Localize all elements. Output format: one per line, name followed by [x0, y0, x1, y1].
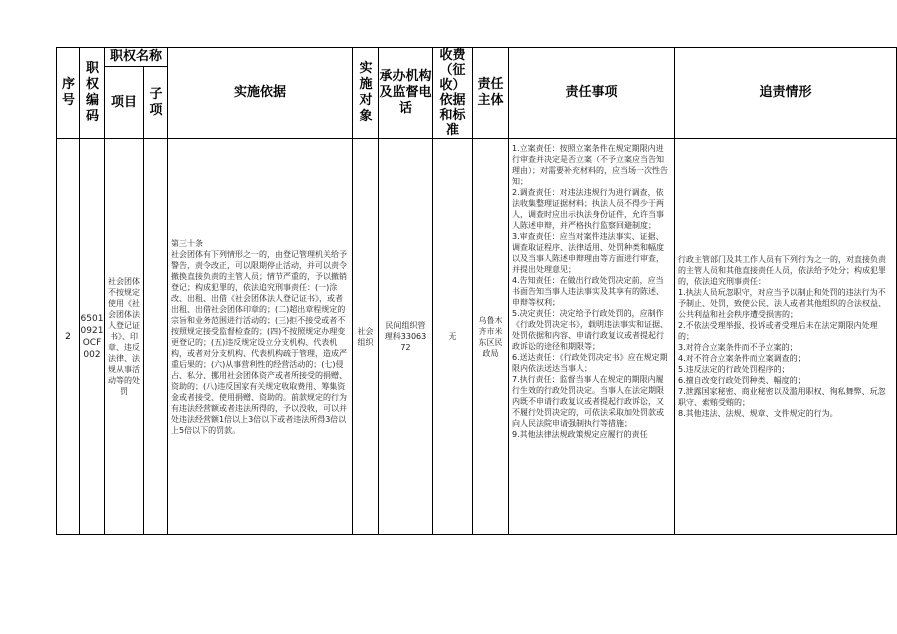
header-seq: 序号	[57, 48, 80, 139]
blame-item-2: 2.不依法受理举报、投诉或者受理后未在法定期限内处理的；	[678, 321, 878, 341]
header-subitem: 子项	[144, 67, 168, 139]
basis-body: 社会团体有下列情形之一的，由登记管理机关给予警告，责令改正，可以限期停止活动，并可以责令撤换直接负责的主管人员；情节严重的，予以撤销登记；构成犯罪的，依法追究刑事责任：(一)涂改、出租、出借《社会团体法人登记证书》，或者出租、出借社会团体印章的；(二)超出章程规定的宗旨和业务范围进行活动的；(三)拒不接受或者不按照规定接受监督检查的；(四)不按照规定办理变更登记的；(五)违反规定设立分支机构、代表机构，或者对分支机构、代表机构疏于管理，造成严重后果的；(六)从事营利性的经营活动的；(七)侵占、私分、挪用社会团体资产或者所接受的捐赠、资助的；(八)违反国家有关规定收取费用、筹集资金或者接受、使用捐赠、资助的。前款规定的行为有违法经营额或者违法所得的，予以没收，可以并处违法经营额1倍以上3倍以下或者违法所得3倍以上5倍以下的罚款。	[171, 249, 348, 435]
authority-table	[56, 47, 897, 535]
row-target: 社会组织	[353, 139, 379, 535]
row-subject: 乌鲁木齐市米东区民政局	[473, 139, 509, 535]
duty-item-9: 9.其他法律法规政策规定应履行的责任	[512, 430, 648, 439]
row-blame	[675, 139, 897, 535]
row-fee: 无	[433, 139, 473, 535]
header-name-group: 职权名称	[105, 48, 168, 67]
header-blame: 追责情形	[675, 48, 897, 139]
row-seq: 2	[57, 139, 80, 535]
row-duties	[509, 139, 675, 535]
blame-item-8: 8.其他违法、法规、规章、文件规定的行为。	[678, 409, 838, 418]
row-subitem	[144, 139, 168, 535]
basis-title: 第三十条	[171, 238, 204, 248]
blame-item-7: 7.泄露国家秘密、商业秘密以及滥用职权、徇私舞弊、玩忽职守、索贿受贿的；	[678, 387, 886, 407]
blame-item-4: 4.对不符合立案条件而立案调查的；	[678, 354, 806, 363]
header-target: 实施对象	[353, 48, 379, 139]
header-duties: 责任事项	[509, 48, 675, 139]
header-dept: 承办机构及监督电话	[379, 48, 433, 139]
blame-item-6: 6.擅自改变行政处罚种类、幅度的；	[678, 376, 806, 385]
row-item: 社会团体不按规定使用《社会团体法人登记证书》、印章、违反法律、法规从事活动等的处罚	[105, 139, 144, 535]
row-basis	[168, 139, 353, 535]
header-code: 职权编码	[80, 48, 105, 139]
duty-item-2: 2.调查责任：对违法违规行为进行调查，依法收集整理证据材料；执法人员不得少于两人，调查时应出示执法身份证件，允许当事人陈述申辩，并严格执行监察回避制度；	[512, 188, 665, 230]
table-row	[57, 139, 897, 535]
duty-item-3: 3.审查责任：应当对案件违法事实、证据、调查取证程序、法律适用、处罚种类和幅度以及当事人陈述申辩理由等方面进行审查，并提出处理意见；	[512, 232, 665, 274]
blame-item-5: 5.违反法定的行政处罚程序的；	[678, 365, 790, 374]
header-basis: 实施依据	[168, 48, 353, 139]
duty-item-7: 7.执行责任：监督当事人在规定的期限内履行生效的行政处罚决定。当事人在法定期限内既不申请行政复议或者提起行政诉讼，又不履行处罚决定的，可依法采取加处罚款或向人民法院申请强制执行等措施；	[512, 375, 665, 428]
duty-item-5: 5.决定责任：决定给予行政处罚的，应制作《行政处罚决定书》，载明违法事实和证据、处罚依据和内容、申请行政复议或者提起行政诉讼的途径和期限等；	[512, 309, 669, 351]
blame-intro: 行政主管部门及其工作人员有下列行为之一的，对直接负责的主管人员和其他直接责任人员，依法给予处分；构成犯罪的，依法追究刑事责任：	[678, 255, 887, 286]
header-item: 项目	[105, 67, 144, 139]
header-fee: 收费（征收）依据和标准	[433, 48, 473, 139]
header-subject: 责任主体	[473, 48, 509, 139]
blame-item-1: 1.执法人员玩忽职守，对应当予以制止和处罚的违法行为不予制止、处罚，致使公民、法人或者其他组织的合法权益、公共利益和社会秩序遭受损害的；	[678, 288, 887, 319]
header-row-1	[57, 48, 897, 67]
duty-item-4: 4.告知责任：在做出行政处罚决定前，应当书面告知当事人违法事实及其享有的陈述、申辩等权利；	[512, 276, 665, 307]
row-code: 65010921OCF002	[80, 139, 105, 535]
blame-item-3: 3.对符合立案条件而不予立案的；	[678, 343, 798, 352]
duty-item-1: 1.立案责任：按照立案条件在规定期限内进行审查并决定是否立案（不予立案应当告知理由）；对需要补充材料的，应当场一次性告知；	[512, 144, 669, 186]
duty-item-6: 6.送达责任：《行政处罚决定书》应在规定期限内依法送达当事人；	[512, 353, 668, 373]
row-dept: 民间组织管理科3306372	[379, 139, 433, 535]
